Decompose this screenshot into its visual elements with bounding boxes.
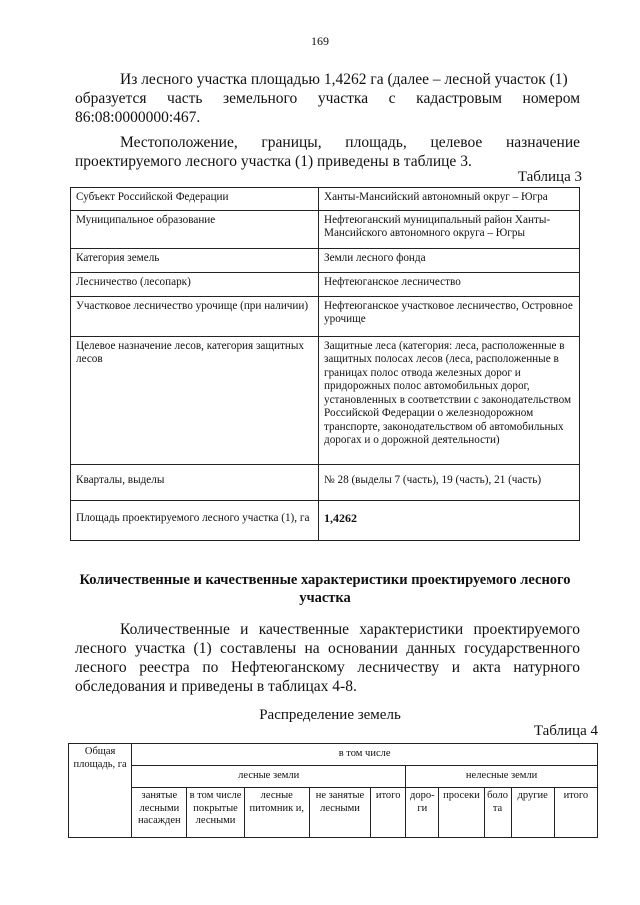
- paragraph-line: проектируемого лесного участка (1) приведены в таблице 3.: [75, 153, 472, 170]
- column-header: в том числе: [132, 744, 598, 766]
- table-row: [71, 272, 580, 296]
- column-header: другие: [511, 788, 554, 838]
- row-value: № 28 (выделы 7 (часть), 19 (часть), 21 (часть): [319, 464, 580, 500]
- column-header: просеки: [439, 788, 484, 838]
- paragraph-line: Количественные и качественные характеристики проектируемого: [120, 621, 580, 638]
- table-row: [71, 464, 580, 500]
- column-header: лесные земли: [132, 766, 406, 788]
- column-header: боло та: [484, 788, 511, 838]
- column-header: в том числе покрытые лесными: [187, 788, 244, 838]
- row-label: Площадь проектируемого лесного участка (1), га: [71, 500, 319, 540]
- row-label: Субъект Российской Федерации: [71, 188, 319, 211]
- row-value: Ханты-Мансийский автономный округ – Югра: [319, 188, 580, 211]
- paragraph-line: лесного участка (1) составлены на основании данных государственного: [75, 640, 580, 657]
- column-header: Общая площадь, га: [69, 744, 132, 838]
- table-row: [71, 210, 580, 248]
- table-row: [71, 188, 580, 211]
- row-label: Лесничество (лесопарк): [71, 272, 319, 296]
- column-header: доро- ги: [406, 788, 439, 838]
- row-label: Категория земель: [71, 248, 319, 272]
- table-row: [69, 788, 598, 838]
- table3-caption: Таблица 3: [517, 169, 582, 185]
- row-value: 1,4262: [319, 500, 580, 540]
- paragraph-line: 86:08:0000000:467.: [75, 109, 201, 126]
- column-header: нелесные земли: [406, 766, 598, 788]
- paragraph-line: образуется часть земельного участка с кадастровым номером: [75, 90, 580, 107]
- table-row: [69, 744, 598, 766]
- row-label: Целевое назначение лесов, категория защитных лесов: [71, 336, 319, 464]
- column-header: итого: [371, 788, 406, 838]
- section-heading: Количественные и качественные характеристики проектируемого лесного участка: [79, 572, 571, 606]
- table-row: [71, 500, 580, 540]
- column-header: занятые лесными насажден: [132, 788, 187, 838]
- row-value: Земли лесного фонда: [319, 248, 580, 272]
- row-value: Нефтеюганское участковое лесничество, Островное урочище: [319, 296, 580, 336]
- column-header: лесные питомник и,: [244, 788, 309, 838]
- table-row: [71, 296, 580, 336]
- row-label: Кварталы, выделы: [71, 464, 319, 500]
- row-value: Защитные леса (категория: леса, расположенные в защитных полосах лесов (леса, расположенные в границах полос отвода железных дорог и придорожных полос автомобильных дорог, установленных в соответствии с законодательством Российской Федерации о железнодорожном транспорте, законодательством об автомобильных дорогах и о дорожной деятельности): [319, 336, 580, 464]
- paragraph-line: Из лесного участка площадью 1,4262 га (далее – лесной участок (1): [120, 71, 568, 88]
- paragraph-characteristics: [75, 620, 580, 696]
- table4-caption: Таблица 4: [533, 723, 598, 739]
- row-label: Участковое лесничество урочище (при наличии): [71, 296, 319, 336]
- paragraph-intro: [75, 70, 580, 127]
- table-4: [68, 743, 598, 838]
- row-value: Нефтеюганский муниципальный район Ханты-Мансийского автономного округа – Югры: [319, 210, 580, 248]
- paragraph-line: Местоположение, границы, площадь, целевое назначение: [120, 134, 580, 151]
- paragraph-line: лесного реестра по Нефтеюганскому лесничеству и акта натурного: [75, 659, 580, 676]
- column-header: итого: [554, 788, 597, 838]
- row-label: Муниципальное образование: [71, 210, 319, 248]
- paragraph-location: [75, 133, 580, 171]
- table-3: [70, 187, 580, 541]
- table-row: [71, 336, 580, 464]
- column-header: не занятые лесными: [309, 788, 370, 838]
- row-value: Нефтеюганское лесничество: [319, 272, 580, 296]
- page-number: 169: [311, 34, 329, 48]
- subheading: Распределение земель: [259, 707, 401, 723]
- table-row: [71, 248, 580, 272]
- paragraph-line: обследования и приведены в таблицах 4-8.: [75, 678, 357, 695]
- table-row: [69, 766, 598, 788]
